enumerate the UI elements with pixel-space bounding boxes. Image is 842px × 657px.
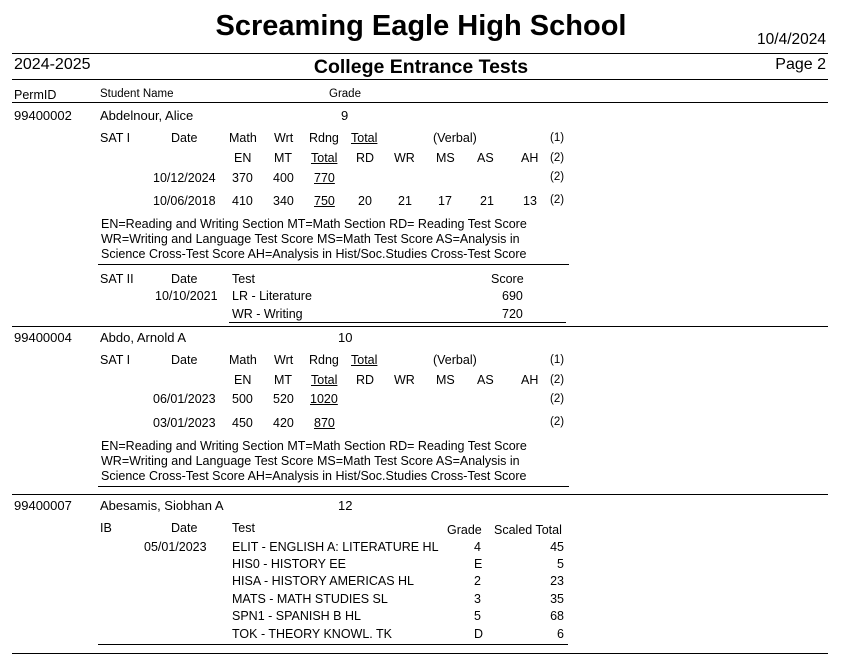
ib-scaled: 68 (550, 609, 564, 623)
sat1-as-header: AS (477, 151, 494, 165)
student-grade: 12 (338, 498, 353, 513)
legend-line: WR=Writing and Language Test Score MS=Math Test Score AS=Analysis in (101, 232, 520, 246)
sat1-row-date: 03/01/2023 (153, 416, 216, 430)
ib-scaled-header: Scaled Total (494, 523, 562, 537)
ib-scaled: 35 (550, 592, 564, 606)
sat2-test: LR - Literature (232, 289, 312, 303)
student-grade: 9 (341, 108, 349, 123)
sat1-wrt-header: Wrt (274, 131, 294, 145)
ib-test: HISA - HISTORY AMERICAS HL (232, 574, 415, 588)
sat1-row-en: 370 (232, 171, 253, 185)
sat2-score: 690 (502, 289, 523, 303)
ib-test: TOK - THEORY KNOWL. TK (232, 627, 392, 641)
ib-grade: 2 (474, 574, 481, 588)
sat1-note-1: (1) (550, 132, 565, 144)
sat1-rd-header: RD (356, 373, 375, 387)
student-permid: 99400004 (14, 330, 72, 345)
sat1-row-as: 21 (480, 194, 494, 208)
sat2-date: 10/10/2021 (155, 289, 218, 303)
sat1-total2-header: Total (311, 151, 338, 165)
school-title: Screaming Eagle High School (215, 10, 627, 42)
student-grade: 10 (338, 330, 353, 345)
sat1-date-header: Date (171, 353, 198, 367)
sat1-row-en: 500 (232, 392, 253, 406)
sat2-test: WR - Writing (232, 307, 303, 321)
sat2-score: 720 (502, 307, 523, 321)
ib-scaled: 23 (550, 574, 564, 588)
sat1-mt-header: MT (274, 151, 293, 165)
sat1-label: SAT I (100, 353, 131, 367)
ib-grade: 5 (474, 609, 481, 623)
sat1-note-2: (2) (550, 374, 565, 386)
sat1-en-header: EN (234, 151, 252, 165)
sat1-math-header: Math (229, 353, 257, 367)
sat1-date-header: Date (171, 131, 198, 145)
sat1-row-date: 10/12/2024 (153, 171, 216, 185)
sat1-as-header: AS (477, 373, 494, 387)
ib-scaled: 45 (550, 540, 564, 554)
legend-line: Science Cross-Test Score AH=Analysis in Hist/Soc.Studies Cross-Test Score (101, 247, 527, 261)
sat1-rdng-header: Rdng (309, 353, 339, 367)
col-permid: PermID (14, 88, 57, 102)
sat1-rdng-header: Rdng (309, 131, 339, 145)
ib-date: 05/01/2023 (144, 540, 207, 554)
sat1-note-2: (2) (550, 152, 565, 164)
sat1-row-rd: 20 (358, 194, 372, 208)
sat1-ah-header: AH (521, 151, 539, 165)
sat1-math-header: Math (229, 131, 257, 145)
sat1-total2-header: Total (311, 373, 338, 387)
sat1-row-note: (2) (550, 171, 565, 183)
sat1-row-note: (2) (550, 416, 565, 428)
sat2-test-header: Test (232, 272, 255, 286)
sat1-ms-header: MS (436, 151, 455, 165)
sat1-rd-header: RD (356, 151, 375, 165)
sat2-label: SAT II (100, 272, 134, 286)
section-rule (98, 264, 569, 265)
header-rule-top (12, 53, 828, 54)
legend-line: WR=Writing and Language Test Score MS=Math Test Score AS=Analysis in (101, 454, 520, 468)
ib-test: SPN1 - SPANISH B HL (232, 609, 361, 623)
col-student-name: Student Name (100, 88, 174, 100)
ib-test: HIS0 - HISTORY EE (232, 557, 346, 571)
section-rule (229, 322, 566, 323)
sat1-row-mt: 400 (273, 171, 294, 185)
ib-scaled: 6 (557, 627, 564, 641)
ib-grade-header: Grade (447, 523, 482, 537)
sat1-row-date: 06/01/2023 (153, 392, 216, 406)
col-grade: Grade (329, 88, 361, 100)
sat1-wr-header: WR (394, 373, 415, 387)
student-name: Abesamis, Siobhan A (100, 498, 224, 513)
sat2-date-header: Date (171, 272, 198, 286)
sat1-note-1: (1) (550, 354, 565, 366)
ib-grade: E (474, 557, 483, 571)
sat1-row-mt: 520 (273, 392, 294, 406)
sat1-verbal-header: (Verbal) (433, 353, 477, 367)
sat1-mt-header: MT (274, 373, 293, 387)
sat1-row-wr: 21 (398, 194, 412, 208)
sat1-row-mt: 340 (273, 194, 294, 208)
sat1-row-en: 450 (232, 416, 253, 430)
student-rule (12, 653, 828, 654)
sat1-row-note: (2) (550, 194, 565, 206)
sat1-row-en: 410 (232, 194, 253, 208)
student-rule (12, 494, 828, 495)
sat1-row-total: 750 (314, 194, 335, 208)
sat1-wr-header: WR (394, 151, 415, 165)
page-number: Page 2 (775, 56, 826, 73)
sat1-verbal-header: (Verbal) (433, 131, 477, 145)
sat1-row-ah: 13 (523, 194, 537, 208)
student-rule (12, 326, 828, 327)
sat2-score-header: Score (491, 272, 524, 286)
ib-grade: D (474, 627, 484, 641)
sat1-ah-header: AH (521, 373, 539, 387)
sat1-row-total: 1020 (310, 392, 338, 406)
sat1-row-note: (2) (550, 393, 565, 405)
student-permid: 99400002 (14, 108, 72, 123)
ib-label: IB (100, 521, 112, 535)
ib-grade: 4 (474, 540, 481, 554)
report-date: 10/4/2024 (757, 31, 826, 48)
legend-line: EN=Reading and Writing Section MT=Math Section RD= Reading Test Score (101, 217, 527, 231)
sat1-en-header: EN (234, 373, 252, 387)
ib-grade: 3 (474, 592, 481, 606)
student-name: Abdelnour, Alice (100, 108, 194, 123)
header-rule-bottom (12, 79, 828, 80)
ib-test: ELIT - ENGLISH A: LITERATURE HL (232, 540, 439, 554)
sat1-wrt-header: Wrt (274, 353, 294, 367)
ib-test-header: Test (232, 521, 255, 535)
ib-test: MATS - MATH STUDIES SL (232, 592, 388, 606)
column-rule (12, 102, 828, 103)
sat1-row-ms: 17 (438, 194, 452, 208)
report-title: College Entrance Tests (313, 56, 529, 78)
ib-date-header: Date (171, 521, 198, 535)
sat1-row-total: 870 (314, 416, 335, 430)
sat1-row-date: 10/06/2018 (153, 194, 216, 208)
legend-line: EN=Reading and Writing Section MT=Math Section RD= Reading Test Score (101, 439, 527, 453)
sat1-total-header: Total (351, 353, 378, 367)
sat1-row-total: 770 (314, 171, 335, 185)
sat1-label: SAT I (100, 131, 131, 145)
legend-line: Science Cross-Test Score AH=Analysis in Hist/Soc.Studies Cross-Test Score (101, 469, 527, 483)
school-year: 2024-2025 (14, 56, 91, 73)
section-rule (98, 486, 569, 487)
student-name: Abdo, Arnold A (100, 330, 187, 345)
sat1-row-mt: 420 (273, 416, 294, 430)
section-rule (98, 644, 568, 645)
sat1-ms-header: MS (436, 373, 455, 387)
ib-scaled: 5 (557, 557, 564, 571)
sat1-total-header: Total (351, 131, 378, 145)
student-permid: 99400007 (14, 498, 72, 513)
